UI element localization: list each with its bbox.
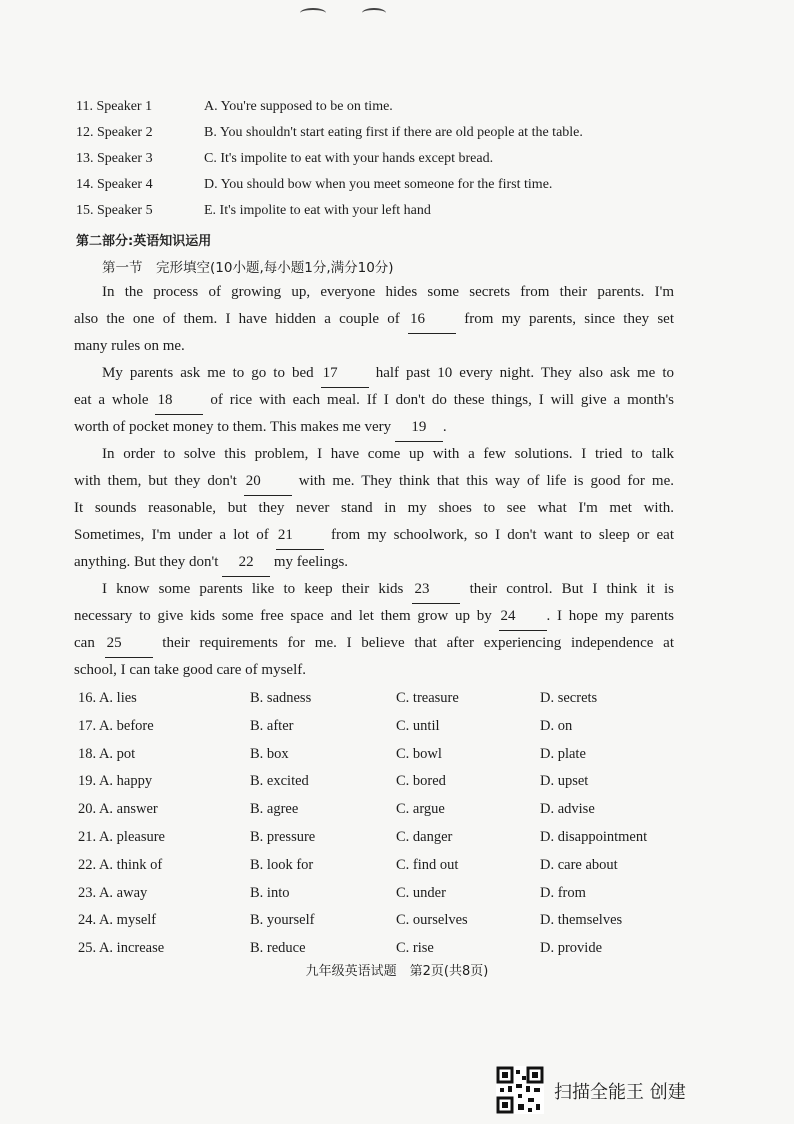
option-choice: B. excited [250, 773, 309, 790]
passage-text: half past 10 every night. They also ask me to [368, 365, 675, 381]
passage-text: from my parents, since they set [456, 311, 674, 327]
passage-text: with me. They think that this way of life is good for me. [291, 473, 674, 489]
option-choice: C. until [396, 717, 440, 734]
option-choice: C. rise [396, 940, 434, 957]
passage-text: school, I can take good care of myself. [74, 662, 306, 678]
option-choice: D. upset [540, 773, 589, 790]
matching-option: D. You should bow when you meet someone for the first time. [204, 177, 553, 192]
matching-option: B. You shouldn't start eating first if there are old people at the table. [204, 125, 583, 140]
passage-line [102, 576, 674, 604]
speaker-label: 14. Speaker 4 [76, 177, 153, 192]
option-choice: B. reduce [250, 940, 306, 957]
speaker-label: 15. Speaker 5 [76, 203, 153, 218]
cloze-blank: 18 [155, 387, 203, 415]
option-choice: D. from [540, 884, 586, 901]
passage-line [74, 495, 674, 522]
passage-line [74, 657, 306, 684]
passage-line [74, 549, 348, 577]
cloze-blank: 20 [244, 468, 292, 496]
passage-text: their control. But I think it is [460, 581, 674, 597]
passage-text: with them, but they don't [74, 473, 244, 489]
option-choice: 24. A. myself [78, 912, 157, 929]
option-choice: B. yourself [250, 912, 315, 929]
page-footer: 九年级英语试题 第2页(共8页) [305, 964, 489, 979]
passage-text: . [442, 419, 447, 435]
passage-text: It sounds reasonable, but they never stand in my shoes to see what I'm met with. [74, 500, 674, 516]
option-choice: 16. A. lies [78, 690, 137, 706]
passage-text: eat a whole [74, 392, 156, 408]
option-choice: 25. A. increase [78, 940, 165, 957]
option-choice: D. secrets [540, 690, 598, 706]
option-choice: D. disappointment [540, 829, 648, 845]
passage-line [102, 279, 674, 306]
passage-line [74, 522, 674, 550]
matching-option: A. You're supposed to be on time. [204, 99, 393, 114]
passage-text: My parents ask me to go to bed [102, 365, 321, 381]
passage-line [102, 360, 674, 388]
cloze-blank: 17 [321, 360, 369, 388]
option-choice: D. advise [540, 801, 595, 818]
passage-text: Sometimes, I'm under a lot of [74, 527, 276, 543]
passage-text: necessary to give kids some free space and let them grow up by [74, 608, 499, 624]
option-choice: C. ourselves [396, 912, 468, 929]
section-title: 第二部分:英语知识运用 [76, 234, 212, 249]
passage-text: also the one of them. I have hidden a couple of [74, 311, 409, 327]
passage-text: In the process of growing up, everyone hides some secrets from their parents. I'm [102, 284, 674, 300]
scan-marks [290, 0, 410, 50]
passage-line [74, 630, 674, 658]
speaker-label: 12. Speaker 2 [76, 125, 153, 140]
cloze-blank: 24 [499, 603, 547, 631]
passage-text: can [74, 635, 105, 651]
option-choice: 20. A. answer [78, 801, 158, 818]
option-choice: B. after [250, 717, 294, 734]
passage-text: In order to solve this problem, I have come up with a few solutions. I tried to talk [102, 446, 674, 462]
cloze-blank: 16 [408, 306, 456, 334]
cloze-blank: 22 [222, 549, 270, 577]
option-choice: B. sadness [250, 690, 312, 706]
scan-mark [300, 8, 326, 18]
passage-text: worth of pocket money to them. This makes me very [74, 419, 395, 435]
option-choice: 23. A. away [78, 884, 148, 901]
passage-line [74, 333, 185, 360]
option-choice: C. bowl [396, 745, 442, 762]
passage-line [74, 603, 674, 631]
scan-mark [362, 8, 386, 18]
speaker-label: 11. Speaker 1 [76, 99, 153, 114]
passage-text: anything. But they don't [74, 554, 223, 570]
passage-text: of rice with each meal. If I don't do these things, I will give a month's [203, 392, 674, 408]
option-choice: B. pressure [250, 829, 316, 845]
passage-text: I know some parents like to keep their kids [102, 581, 413, 597]
option-choice: 17. A. before [78, 717, 154, 734]
option-choice: C. under [396, 884, 446, 901]
passage-line [102, 441, 674, 468]
matching-option: E. It's impolite to eat with your left hand [204, 203, 431, 218]
option-choice: 22. A. think of [78, 856, 163, 873]
passage-text: their requirements for me. I believe that after experiencing independence at [152, 635, 674, 651]
passage-text: many rules on me. [74, 338, 185, 354]
cloze-blank: 19 [395, 414, 443, 442]
passage-text: . I hope my parents [546, 608, 674, 624]
subsection-title: 第一节 完形填空(10小题,每小题1分,满分10分) [102, 260, 394, 276]
qr-code-icon [496, 1066, 544, 1114]
passage-line [74, 414, 447, 442]
option-choice: D. plate [540, 745, 586, 762]
scanner-watermark [496, 1066, 716, 1116]
option-choice: C. bored [396, 773, 446, 790]
option-choice: 18. A. pot [78, 745, 136, 762]
option-choice: D. care about [540, 856, 618, 873]
passage-line [74, 306, 674, 334]
passage-text: from my schoolwork, so I don't want to sleep or eat [323, 527, 674, 543]
option-choice: D. on [540, 717, 573, 734]
option-choice: B. agree [250, 801, 299, 818]
option-choice: B. look for [250, 856, 314, 873]
passage-text: my feelings. [270, 554, 349, 570]
option-choice: 19. A. happy [78, 773, 153, 790]
speaker-label: 13. Speaker 3 [76, 151, 153, 166]
cloze-blank: 23 [412, 576, 460, 604]
option-choice: D. themselves [540, 912, 623, 929]
option-choice: C. danger [396, 829, 453, 845]
scanner-watermark-text: 扫描全能王 创建 [554, 1082, 686, 1103]
option-choice: C. treasure [396, 690, 459, 706]
cloze-blank: 21 [276, 522, 324, 550]
option-choice: C. argue [396, 801, 445, 818]
option-choice: D. provide [540, 940, 603, 957]
cloze-blank: 25 [105, 630, 153, 658]
passage-line [74, 468, 674, 496]
option-choice: B. into [250, 884, 290, 901]
option-choice: B. box [250, 745, 289, 762]
passage-line [74, 387, 674, 415]
option-choice: C. find out [396, 856, 459, 873]
matching-option: C. It's impolite to eat with your hands except bread. [204, 151, 494, 166]
option-choice: 21. A. pleasure [78, 829, 165, 845]
